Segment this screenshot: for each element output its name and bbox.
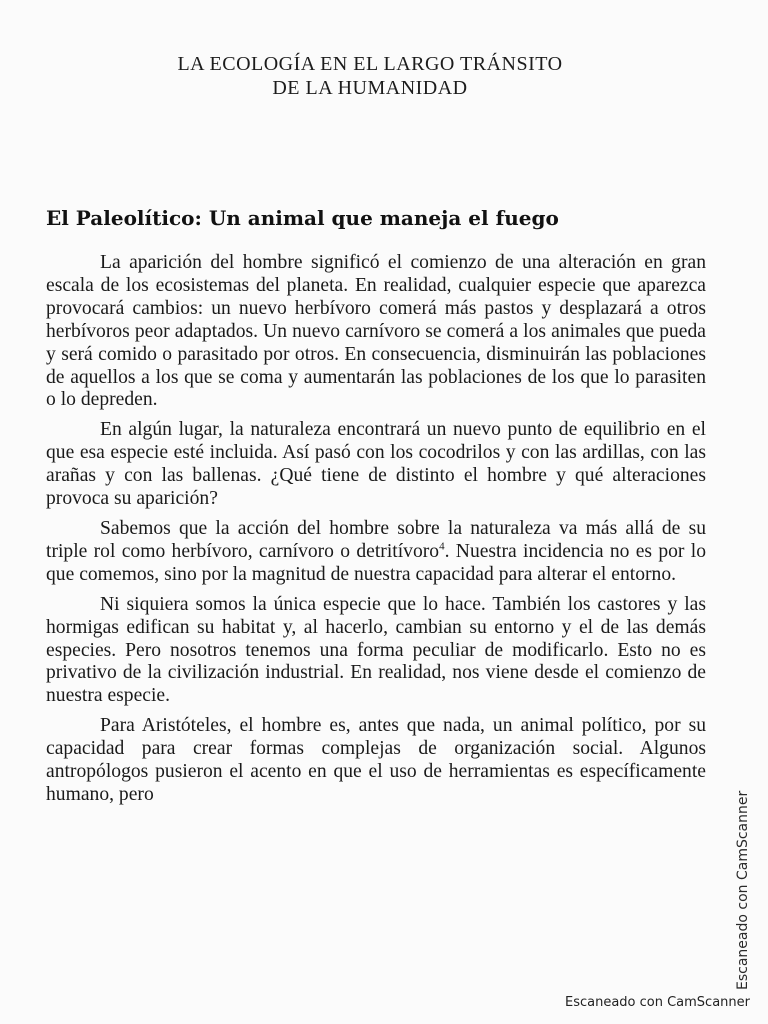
body-text — [46, 252, 706, 814]
chapter-title-line-2: DE LA HUMANIDAD — [272, 77, 468, 99]
paragraph-1: La aparición del hombre significó el comienzo de una alteración en gran escala de los ecosistemas del planeta. En realidad, cualquier especie que aparezca provocará cambios: un nuevo herbívoro comerá más pastos y desplazará a otros herbívoros peor adaptados. Un nuevo carnívoro se comerá a los animales que pueda y será comido o parasitado por otros. En consecuencia, disminuirán las poblaciones de aquellos a los que se coma y aumentarán las poblaciones de los que lo parasiten o lo depreden. — [46, 252, 706, 411]
chapter-title-line-1: LA ECOLOGÍA EN EL LARGO TRÁNSITO — [177, 53, 563, 75]
chapter-title — [120, 52, 620, 100]
camscanner-side-watermark: Escaneado con CamScanner — [735, 790, 751, 990]
paragraph-3-text-after: . Nuestra incidencia no es por lo que comemos, sino por la magnitud de nuestra capacidad para alterar el entorno. — [46, 540, 706, 585]
paragraph-3 — [46, 518, 706, 587]
paragraph-5: Para Aristóteles, el hombre es, antes que nada, un animal político, por su capacidad para crear formas complejas de organización social. Algunos antropólogos pusieron el acento en que el uso de herramientas es específicamente humano, pero — [46, 715, 706, 805]
paragraph-4: Ni siquiera somos la única especie que lo hace. También los castores y las hormigas edifican su habitat y, al hacerlo, cambian su entorno y el de las demás especies. Pero nosotros tenemos una forma peculiar de modificarlo. Esto no es privativo de la civilización industrial. En realidad, nos viene desde el comienzo de nuestra especie. — [46, 593, 706, 707]
section-heading: El Paleolítico: Un animal que maneja el fuego — [46, 206, 559, 230]
camscanner-bottom-watermark: Escaneado con CamScanner — [564, 995, 750, 1010]
paragraph-3-text-before: Sabemos que la acción del hombre sobre la naturaleza va más allá de su triple rol como herbívoro, carnívoro o detritívoro — [46, 517, 706, 562]
paragraph-2: En algún lugar, la naturaleza encontrará un nuevo punto de equilibrio en el que esa especie esté incluida. Así pasó con los cocodrilos y con las ardillas, con las arañas y con las ballenas. ¿Qué tiene de distinto el hombre y qué alteraciones provoca su aparición? — [46, 419, 706, 510]
footnote-marker[interactable]: 4 — [439, 540, 445, 553]
